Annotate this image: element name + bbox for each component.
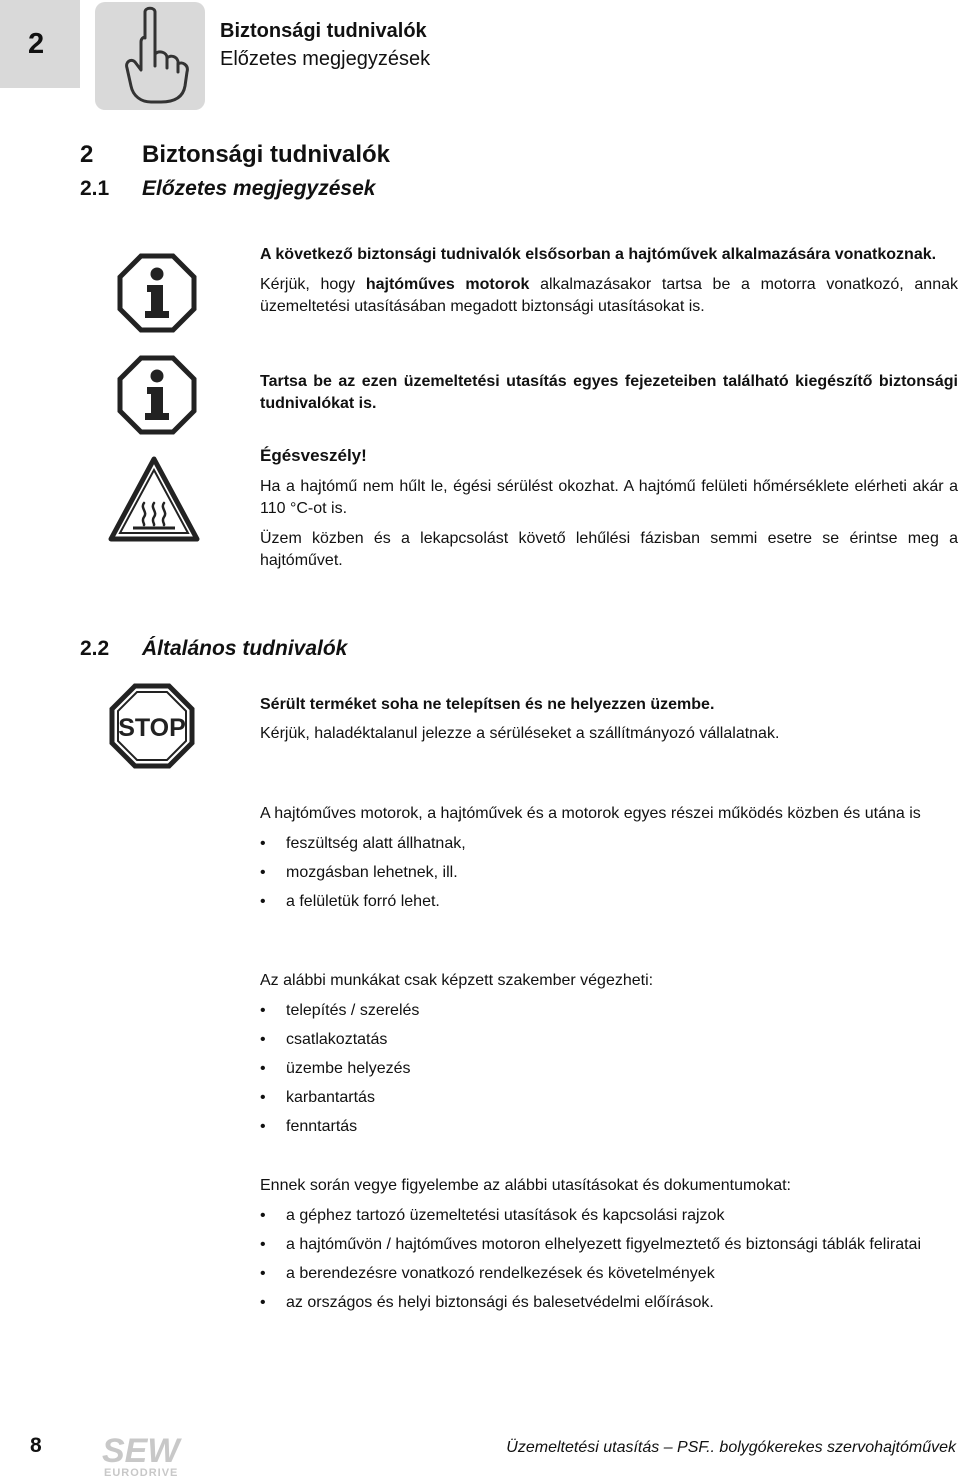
stop-text [260, 694, 958, 745]
info2-text: Tartsa be az ezen üzemeltetési utasítás egyes fejezeteiben található kiegészítő biztonsági tudnivalókat is. [260, 373, 958, 412]
sew-eurodrive-logo [100, 1432, 210, 1483]
list-item: • üzembe helyezés [260, 1058, 958, 1080]
qualified-personnel-block [260, 970, 958, 1145]
burn-warning-paragraph-1: Ha a hajtómű nem hűlt le, égési sérülést okozhat. A hajtómű felületi hőmérséklete elérheti akár a 110 °C-ot is. [260, 478, 958, 517]
stop-warning-bold: Sérült terméket soha ne telepítsen és ne helyezzen üzembe. [260, 696, 715, 713]
section-title: Biztonsági tudnivalók [142, 141, 391, 168]
section-heading [80, 141, 390, 169]
block3-list [260, 1205, 958, 1314]
list-item: • fenntartás [260, 1116, 958, 1138]
burn-warning-title: Égésveszély! [260, 446, 367, 465]
subsection-number: 2.2 [80, 637, 110, 660]
list-item: • csatlakoztatás [260, 1029, 958, 1051]
info1-p2-end: alkalmazásakor tartsa be a motorra vonatkozó, annak üzemeltetési utasításában megadott biztonsági utasításokat is. [260, 276, 959, 315]
stop-sign-icon [109, 683, 195, 774]
block1-list [260, 833, 958, 913]
info-icon [117, 253, 197, 338]
pointing-hand-icon [95, 2, 205, 110]
block3-intro: Ennek során vegye figyelembe az alábbi utasításokat és dokumentumokat: [260, 1177, 791, 1194]
subsection-heading [80, 177, 375, 201]
section-number: 2 [80, 141, 94, 168]
list-item: • a géphez tartozó üzemeltetési utasítások és kapcsolási rajzok [260, 1205, 958, 1227]
header-title: Biztonsági tudnivalók [220, 20, 427, 42]
chapter-number: 2 [28, 28, 45, 60]
block2-intro: Az alábbi munkákat csak képzett szakember végezheti: [260, 972, 654, 989]
block2-list [260, 1000, 958, 1138]
subsection-heading [80, 637, 347, 661]
page-number: 8 [30, 1434, 42, 1457]
stop-warning-text: Kérjük, haladéktalanul jelezze a sérüléseket a szállítmányozó vállalatnak. [260, 725, 780, 742]
hot-surface-warning-icon [107, 455, 201, 548]
info-icon [117, 355, 197, 440]
burn-warning-text [260, 445, 958, 572]
logo-eurodrive-text: EURODRIVE [104, 1467, 179, 1478]
documents-block [260, 1175, 958, 1321]
logo-sew-text: SEW [102, 1432, 180, 1470]
block1-intro: A hajtóműves motorok, a hajtóművek és a motorok egyes részei működés közben és utána is [260, 805, 921, 822]
subsection-title: Általános tudnivalók [142, 637, 348, 660]
info1-paragraph-1: A következő biztonsági tudnivalók elsősorban a hajtóművek alkalmazására vonatkoznak. [260, 246, 937, 263]
subsection-number: 2.1 [80, 177, 110, 200]
list-item: • a hajtóművön / hajtóműves motoron elhelyezett figyelmeztető és biztonsági táblák feliratai [260, 1234, 958, 1256]
list-item: • az országos és helyi biztonsági és balesetvédelmi előírások. [260, 1292, 958, 1314]
list-item: • feszültség alatt állhatnak, [260, 833, 958, 855]
subsection-title: Előzetes megjegyzések [142, 177, 376, 200]
info1-p2-start: Kérjük, hogy [260, 276, 366, 293]
header-subtitle: Előzetes megjegyzések [220, 48, 431, 70]
list-item: • telepítés / szerelés [260, 1000, 958, 1022]
document-title: Üzemeltetési utasítás – PSF.. bolygókerekes szervohajtóművek [506, 1439, 956, 1456]
info1-p2-bold: hajtóműves motorok [365, 276, 530, 293]
list-item: • karbantartás [260, 1087, 958, 1109]
stop-sign-text: STOP [118, 714, 186, 742]
list-item: • a felületük forró lehet. [260, 891, 958, 913]
info1-text [260, 244, 958, 318]
info1-paragraph-2 [260, 274, 958, 318]
list-item: • mozgásban lehetnek, ill. [260, 862, 958, 884]
parts-under-voltage-block [260, 803, 958, 920]
list-item: • a berendezésre vonatkozó rendelkezések és követelmények [260, 1263, 958, 1285]
burn-warning-paragraph-2: Üzem közben és a lekapcsolást követő lehűlési fázisban semmi esetre se érintse meg a hajtóművet. [260, 530, 958, 569]
